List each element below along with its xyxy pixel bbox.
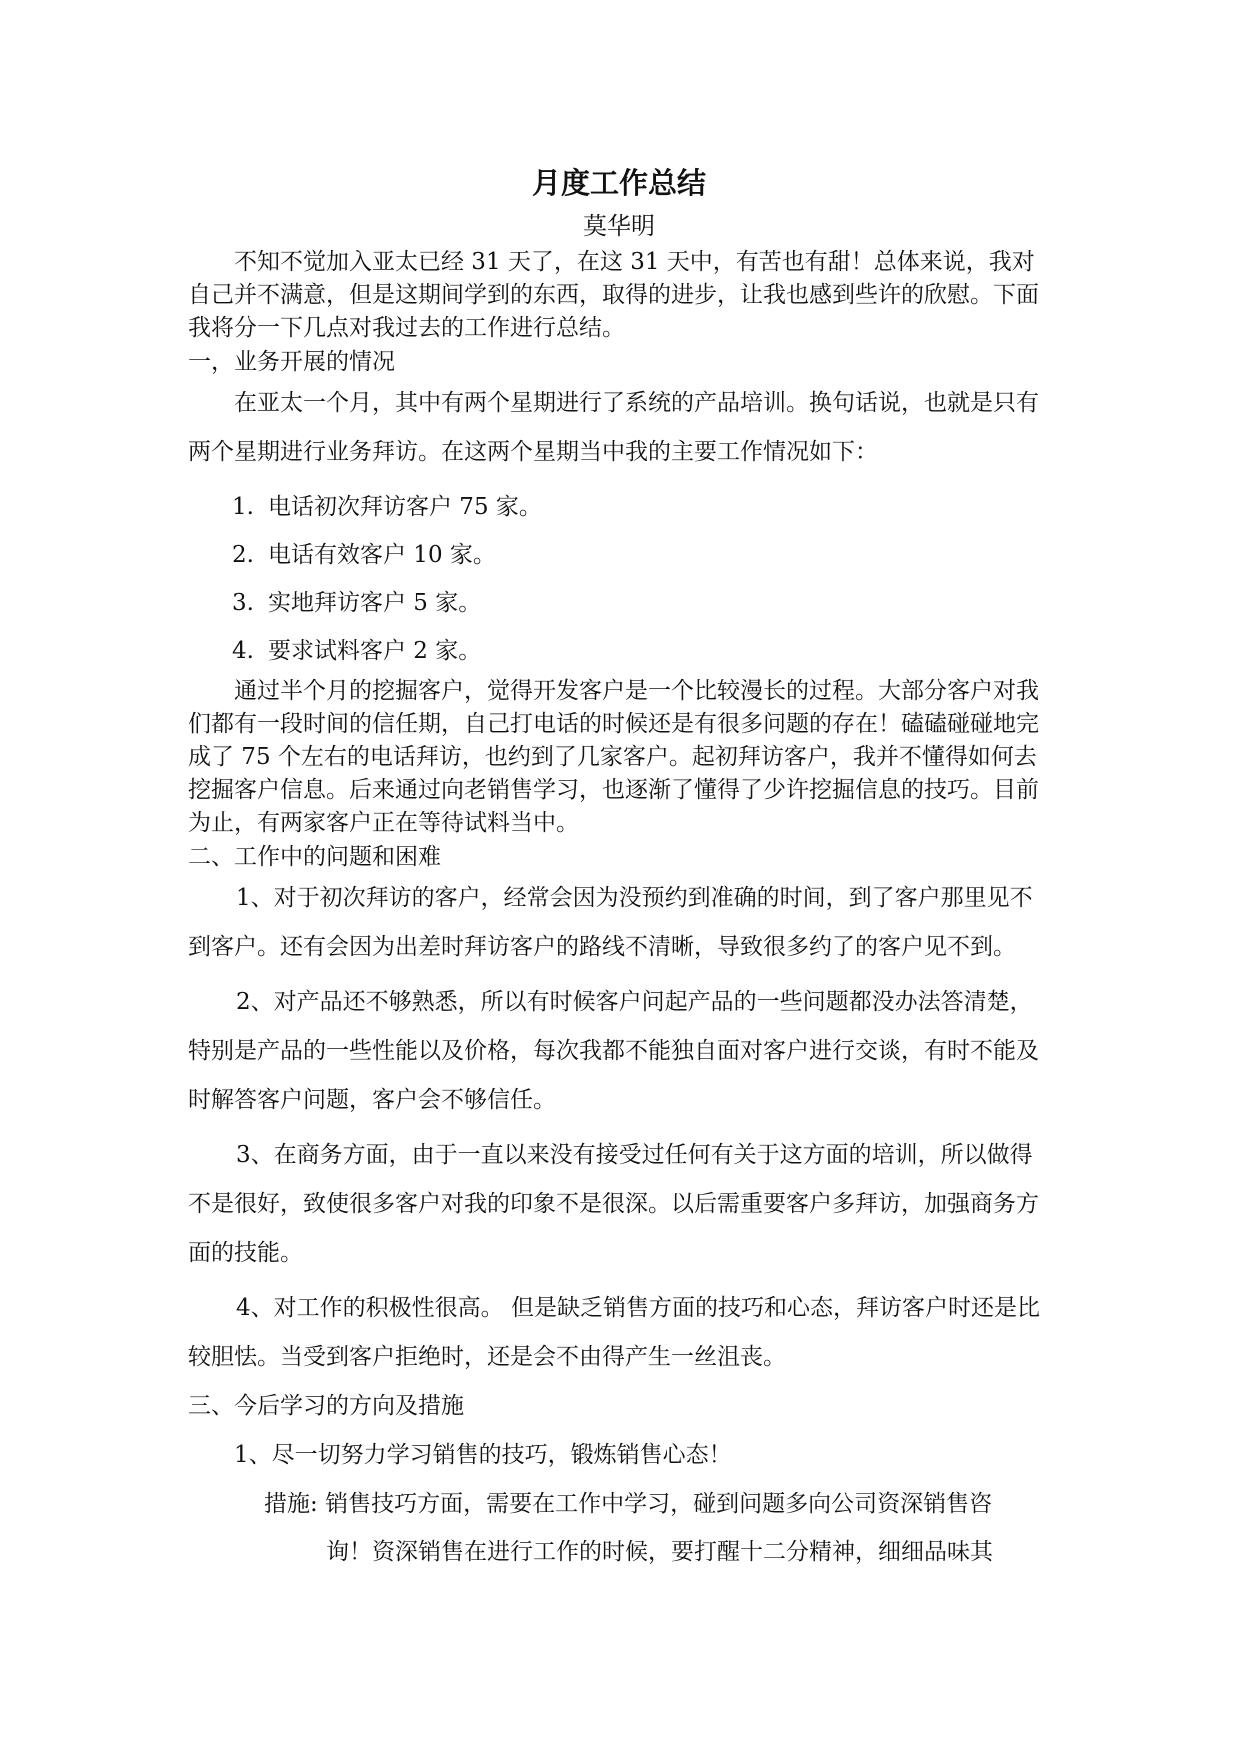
section2-heading: 二、工作中的问题和困难 <box>188 844 441 870</box>
list-item-text: 电话有效客户 10 家。 <box>268 542 496 568</box>
document-author: 莫华明 <box>583 212 655 240</box>
list-item <box>188 627 1050 675</box>
measure-line-2: 询！资深销售在进行工作的时候，要打醒十二分精神，细细品味其 <box>326 1539 993 1565</box>
list-item-number: 3. <box>232 590 254 616</box>
list-item-text: 电话初次拜访客户 75 家。 <box>268 494 542 520</box>
measure-text-1: 销售技巧方面，需要在工作中学习，碰到问题多向公司资深销售咨 <box>325 1491 993 1517</box>
list-item-text: 要求试料客户 2 家。 <box>268 638 482 664</box>
document-page <box>188 160 1050 1576</box>
problem-paragraph-4: 4、对工作的积极性很高。 但是缺乏销售方面的技巧和心态，拜访客户时还是比较胆怯。当受到客户拒绝时，还是会不由得产生一丝沮丧。 <box>188 1295 1040 1370</box>
section1-paragraph: 在亚太一个月，其中有两个星期进行了系统的产品培训。换句话说，也就是只有两个星期进行业务拜访。在这两个星期当中我的主要工作情况如下： <box>188 390 1039 465</box>
list-item <box>188 483 1050 531</box>
section3-heading: 三、今后学习的方向及措施 <box>188 1393 464 1419</box>
list-item-number: 2. <box>232 542 254 568</box>
measure-label: 措施: <box>264 1491 318 1517</box>
section3-item-1: 1、尽一切努力学习销售的技巧，锻炼销售心态！ <box>234 1442 732 1468</box>
intro-paragraph: 不知不觉加入亚太已经 31 天了，在这 31 天中，有苦也有甜！总体来说，我对自己并不满意，但是这期间学到的东西，取得的进步，让我也感到些许的欣慰。下面我将分一下几点对我过去的工作进行总结。 <box>188 249 1039 341</box>
measure-line-1 <box>188 1480 1050 1528</box>
problem-paragraph-2: 2、对产品还不够熟悉，所以有时候客户问起产品的一些问题都没办法答清楚，特别是产品的一些性能以及价格，每次我都不能独自面对客户进行交谈，有时不能及时解答客户问题，客户会不够信任。 <box>188 989 1039 1113</box>
section1-summary: 通过半个月的挖掘客户，觉得开发客户是一个比较漫长的过程。大部分客户对我们都有一段时间的信任期，自己打电话的时候还是有很多问题的存在！磕磕碰碰地完成了 75 个左右的电话拜访，也约到了几家客户。起初拜访客户，我并不懂得如何去挖掘客户信息。后来通过向老销售学习，也逐渐了懂得了少许挖掘信息的技巧。目前为止，有两家客户正在等待试料当中。 <box>188 678 1039 836</box>
list-item-number: 4. <box>232 638 254 664</box>
list-item-text: 实地拜访客户 5 家。 <box>268 590 482 616</box>
list-item <box>188 579 1050 627</box>
section1-heading: 一，业务开展的情况 <box>188 349 395 375</box>
list-item-number: 1. <box>232 494 254 520</box>
list-item <box>188 531 1050 579</box>
document-title: 月度工作总结 <box>531 166 706 200</box>
work-stats-list <box>188 483 1050 675</box>
problem-paragraph-3: 3、在商务方面，由于一直以来没有接受过任何有关于这方面的培训，所以做得不是很好，致使很多客户对我的印象不是很深。以后需重要客户多拜访，加强商务方面的技能。 <box>188 1142 1039 1266</box>
problem-paragraph-1: 1、对于初次拜访的客户，经常会因为没预约到准确的时间，到了客户那里见不到客户。还有会因为出差时拜访客户的路线不清晰，导致很多约了的客户见不到。 <box>188 885 1033 960</box>
